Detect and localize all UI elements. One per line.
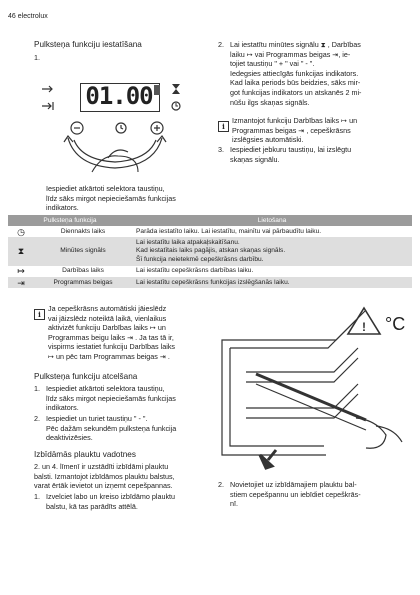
- display-indicator-icon: [154, 85, 160, 95]
- rails-step-1: 1. Izvelciet labo un kreiso izbīdāmo plauktu balstu, kā tas parādīts attēlā.: [34, 492, 176, 511]
- table-row: ◷ Diennakts laiks Parāda iestatīto laiku. Lai iestatītu, mainītu vai pārbaudītu laiku.: [8, 226, 412, 237]
- table-header-function: Pulksteņa funkcija: [8, 215, 132, 226]
- step-2-block: 2. Lai iestatītu minūtes signālu ⧗ , Darbības laiku ↦ vai Programmas beigas ⇥, ie- tojiet taustiņu " + " vai " - ". Iedegsies attiecīgās funkcijas indikators. Kad laika periods būs beidzies, sāks mir- got funkcijas indikators un atskanēs 2 mi- nūšu ilgs skaņas signāls.: [218, 40, 362, 107]
- auto-off-note: Izmantojot funkciju Darbības laiks ↦ un Programmas beigas ⇥ , cepeškrāsns izslēgsies automātiski.: [232, 116, 358, 145]
- hourglass-icon: ⧗: [8, 237, 34, 265]
- selector-caption: Iespiediet atkārtoti selektora taustiņu, līdz sāks mirgot nepieciešamās funkcijas indikators.: [46, 184, 176, 213]
- rails-step-2: 2. Novietojiet uz izbīdāmajiem plauktu bal- stiem cepešpannu un iebīdiet cepeškrās- nī.: [218, 480, 361, 509]
- heading-rails: Izbīdāmās plauktu vadotnes: [34, 450, 136, 459]
- end-arrow-icon: [42, 102, 53, 110]
- display-value: 01.00: [85, 82, 153, 110]
- duration-icon: ↦: [17, 266, 25, 277]
- info-icon: i: [34, 304, 45, 322]
- heading-clock-settings: Pulksteņa funkciju iestatīšana: [34, 40, 142, 49]
- duration-arrow-icon: [42, 86, 52, 92]
- table-row: ⇥ Programmas beigas Lai iestatītu cepeškrāsns funkcijas izslēgšanās laiku.: [8, 277, 412, 288]
- cancel-step-1: 1. Iespiediet atkārtoti selektora taustiņu, līdz sāks mirgot nepieciešamās funkcijas indikators.: [34, 384, 176, 413]
- clock-functions-table: [8, 215, 412, 288]
- auto-on-off-note: Ja cepeškrāsns automātiski jāieslēdz vai jāizslēdz noteiktā laikā, vienlaikus aktivizēt funkciju Darbības laiks ↦ un Programmas beigu laiks ⇥ . Ja tas tā ir, vispirms iestatiet funkciju Darbības laiks ↦ un pēc tam Programmas beigas ⇥ .: [48, 304, 176, 361]
- table-row: ⧗ Minūtes signāls Lai iestatītu laika atpakaļskaitīšanu. Kad iestatītais laiks pagājis, atskan skaņas signāls. Šī funkcija neietekmē cepeškrāsns darbību.: [8, 237, 412, 265]
- hourglass-small-icon: [172, 84, 180, 94]
- brand-name: electrolux: [17, 13, 48, 20]
- info-icon: i: [218, 116, 229, 134]
- step-1-number: 1.: [34, 53, 40, 62]
- table-row: ↦ Darbības laiks Lai iestatītu cepeškrāsns darbības laiku.: [8, 266, 412, 277]
- table-header-usage: Lietošana: [132, 215, 412, 226]
- svg-text:!: !: [362, 320, 366, 334]
- rails-intro: 2. un 4. līmenī ir uzstādīti izbīdāmi plauktu balsti. Izmantojot izbīdāmos plauktu balstus, varat ērtāk ievietot un izņemt cepešpannas.: [34, 462, 175, 491]
- temperature-warning-label: °C: [385, 314, 406, 334]
- clock-icon: ◷: [17, 226, 25, 237]
- cancel-step-2: 2. Iespiediet un turiet taustiņu " - ". Pēc dažām sekundēm pulksteņa funkcija deaktivizēsies.: [34, 414, 177, 443]
- page-number: 46: [8, 13, 16, 20]
- end-time-icon: ⇥: [8, 277, 34, 288]
- heading-cancel: Pulksteņa funkciju atcelšana: [34, 372, 138, 381]
- page-header: [8, 13, 48, 20]
- step-3-block: 3. Iespiediet jebkuru taustiņu, lai izslēgtu skaņas signālu.: [218, 145, 352, 164]
